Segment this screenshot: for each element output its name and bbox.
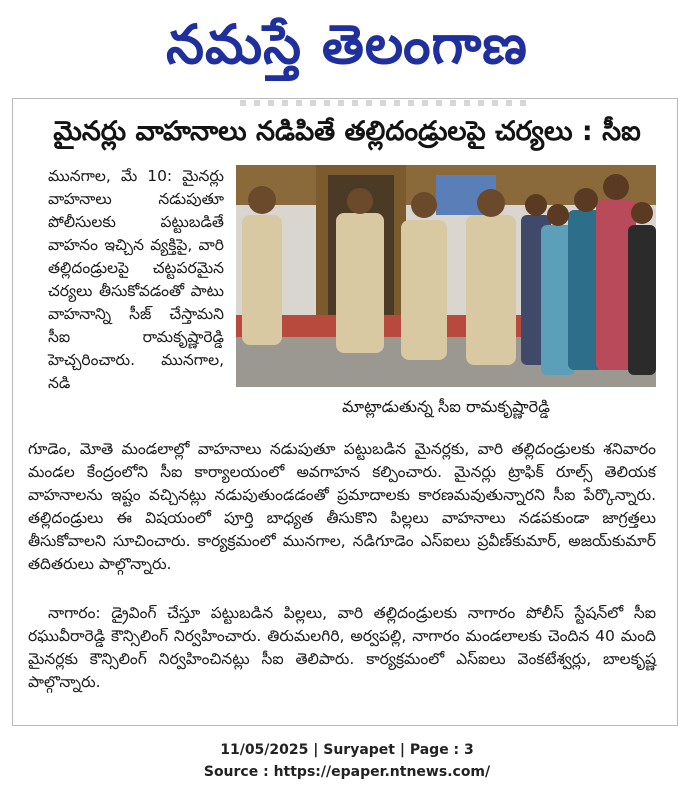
- article-headline: మైనర్లు వాహనాలు నడిపితే తల్లిదండ్రులపై చర్యలు : సీఐ: [53, 116, 641, 147]
- article-body-para1: [28, 438, 656, 576]
- cut-edge-marks: [240, 100, 530, 106]
- photo-caption: మాట్లాడుతున్న సీఐ రామకృష్ణారెడ్డి: [342, 397, 550, 416]
- dateline: మునగాల, మే 10:: [48, 167, 173, 185]
- police-group-photo: [236, 165, 656, 387]
- article-body-para2: [28, 602, 656, 694]
- footer-source-link[interactable]: Source : https://epaper.ntnews.com/: [203, 764, 491, 780]
- para1-continued: గూడెం, మోతె మండలాల్లో వాహనాలు నడుపుతూ పట్టుబడిన మైనర్లకు, వారి తల్లిదండ్రులకు శనివారం మండల కేంద్రంలోని సీఐ కార్యాలయంలో అవగాహన కల్పించారు. మైనర్లు ట్రాఫిక్ రూల్స్ తెలియక వాహనాలను ఇష్టం వచ్చినట్లు నడుపుతుండడంతో ప్రమాదాలకు కారణమవుతున్నారని సీఐ పేర్కొన్నారు. తల్లిదండ్రులు ఈ విషయంలో పూర్తి బాధ్యత తీసుకొని పిల్లలు వాహనాలు నడపకుండా జాగ్రత్తలు తీసుకోవాలని సూచించారు. కార్యక్రమంలో మునగాల, నడిగూడెం ఎస్ఐలు ప్రవీణ్‌కుమార్, అజయ్‌కుమార్ తదితరులు పాల్గొన్నారు.: [28, 440, 656, 573]
- lead-column: [48, 165, 224, 395]
- para2-text: నాగారం: డ్రైవింగ్ చేస్తూ పట్టుబడిన పిల్లలు, వారి తల్లిదండ్రులకు నాగారం పోలీస్ స్టేషన్‌లో సీఐ రఘువీరారెడ్డి కౌన్సిలింగ్ నిర్వహించారు. తిరుమలగిరి, అర్వపల్లి, నాగారం మండలాలకు చెందిన 40 మంది మైనర్లకు కౌన్సిలింగ్ నిర్వహించినట్లు సీఐ తెలిపారు. కార్యక్రమంలో ఎస్ఐలు వెంకటేశ్వర్లు, బాలకృష్ణ పాల్గొన్నారు.: [28, 604, 656, 691]
- footer-edition-line: 11/05/2025 | Suryapet | Page : 3: [220, 742, 474, 758]
- masthead-logo: [0, 4, 694, 86]
- news-photo: [236, 165, 656, 387]
- lead-text: మైనర్లు వాహనాలు నడుపుతూ పోలీసులకు పట్టుబడితే వాహనం ఇచ్చిన వ్యక్తిపై, వారి తల్లిదండ్రులపై చట్టపరమైన చర్యలు తీసుకోవడంతో పాటు వాహనాన్ని సీజ్ చేస్తామని సీఐ రామకృష్ణారెడ్డి హెచ్చరించారు. మునగాల, నడి: [48, 167, 224, 392]
- masthead-title: నమస్తే తెలంగాణ: [166, 13, 528, 76]
